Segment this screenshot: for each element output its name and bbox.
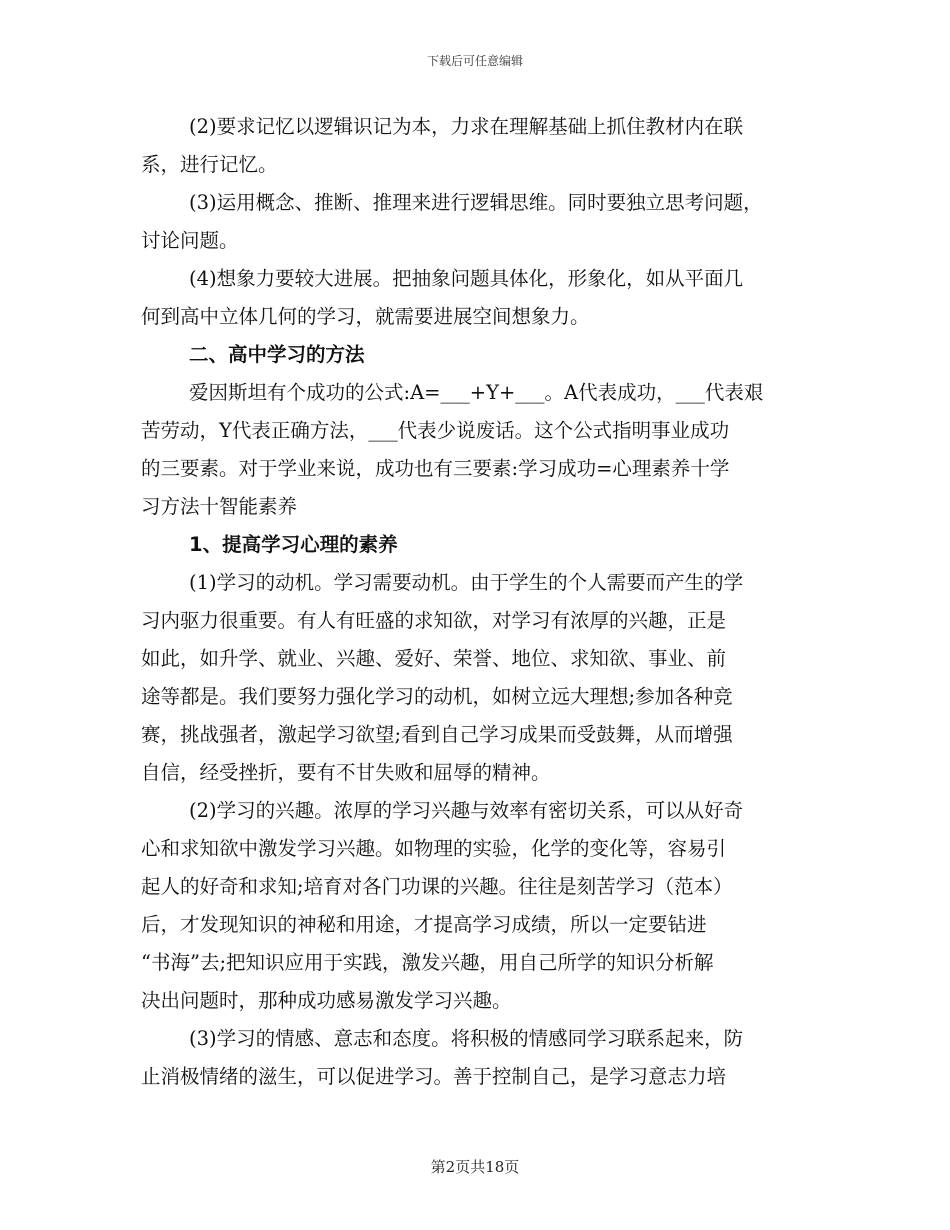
- paragraph-line: 习内驱力很重要。有人有旺盛的求知欲，对学习有浓厚的兴趣，正是: [141, 609, 727, 632]
- paragraph-line: 的三要素。对于学业来说，成功也有三要素:学习成功=心理素养十学: [141, 457, 730, 480]
- paragraph: [141, 184, 821, 260]
- paragraph-line: 赛，挑战强者，激起学习欲望;看到自己学习成果而受鼓舞，从而增强: [141, 723, 733, 746]
- paragraph-line: 决出问题时，那种成功感易激发学习兴趣。: [141, 989, 512, 1012]
- paragraph-line: (4)想象力要较大进展。把抽象问题具体化，形象化，如从平面几: [189, 267, 744, 290]
- paragraph: [141, 260, 821, 336]
- paragraph-line: (3)运用概念、推断、推理来进行逻辑思维。同时要独立思考问题，: [189, 191, 763, 214]
- section-heading: [141, 526, 821, 564]
- paragraph-line: “书海”去;把知识应用于实践，激发兴趣，用自己所学的知识分析解: [141, 951, 714, 974]
- paragraph-line: 苦劳动，Y代表正确方法，___代表少说废话。这个公式指明事业成功: [141, 419, 730, 442]
- paragraph-line: 习方法十智能素养: [141, 495, 298, 518]
- page-footer: 第2页共18页: [430, 1158, 520, 1176]
- paragraph-line: 如此，如升学、就业、兴趣、爱好、荣誉、地位、求知欲、事业、前: [141, 647, 727, 670]
- paragraph-line: 系，进行记忆。: [141, 153, 278, 176]
- heading-text: 1、提高学习心理的素养: [189, 533, 398, 556]
- paragraph-line: 自信，经受挫折，要有不甘失败和屈辱的精神。: [141, 761, 551, 784]
- paragraph-line: 爱因斯坦有个成功的公式:A=___+Y+___。A代表成功，___代表艰: [189, 381, 764, 404]
- paragraph: [141, 1020, 821, 1096]
- paragraph-line: 后，才发现知识的神秘和用途，才提高学习成绩，所以一定要钻进: [141, 913, 707, 936]
- document-body: [141, 108, 821, 1096]
- paragraph: [141, 374, 821, 526]
- paragraph-line: (1)学习的动机。学习需要动机。由于学生的个人需要而产生的学: [189, 571, 744, 594]
- paragraph-line: (2)要求记忆以逻辑识记为本，力求在理解基础上抓住教材内在联: [189, 115, 744, 138]
- page-header: 下载后可任意编辑: [426, 54, 523, 68]
- paragraph-line: 止消极情绪的滋生，可以促进学习。善于控制自己，是学习意志力培: [141, 1065, 727, 1088]
- paragraph-line: 讨论问题。: [141, 229, 239, 252]
- paragraph-line: 起人的好奇和求知;培育对各门功课的兴趣。往往是刻苦学习（范本）: [141, 875, 733, 898]
- paragraph-line: 何到高中立体几何的学习，就需要进展空间想象力。: [141, 305, 590, 328]
- paragraph-line: (2)学习的兴趣。浓厚的学习兴趣与效率有密切关系，可以从好奇: [189, 799, 744, 822]
- section-heading: [141, 336, 821, 374]
- paragraph: [141, 792, 821, 1020]
- paragraph: [141, 564, 821, 792]
- paragraph: [141, 108, 821, 184]
- paragraph-line: 途等都是。我们要努力强化学习的动机，如树立远大理想;参加各种竞: [141, 685, 733, 708]
- paragraph-line: (3)学习的情感、意志和态度。将积极的情感同学习联系起来，防: [189, 1027, 744, 1050]
- paragraph-line: 心和求知欲中激发学习兴趣。如物理的实验，化学的变化等，容易引: [141, 837, 727, 860]
- heading-text: 二、高中学习的方法: [189, 343, 365, 366]
